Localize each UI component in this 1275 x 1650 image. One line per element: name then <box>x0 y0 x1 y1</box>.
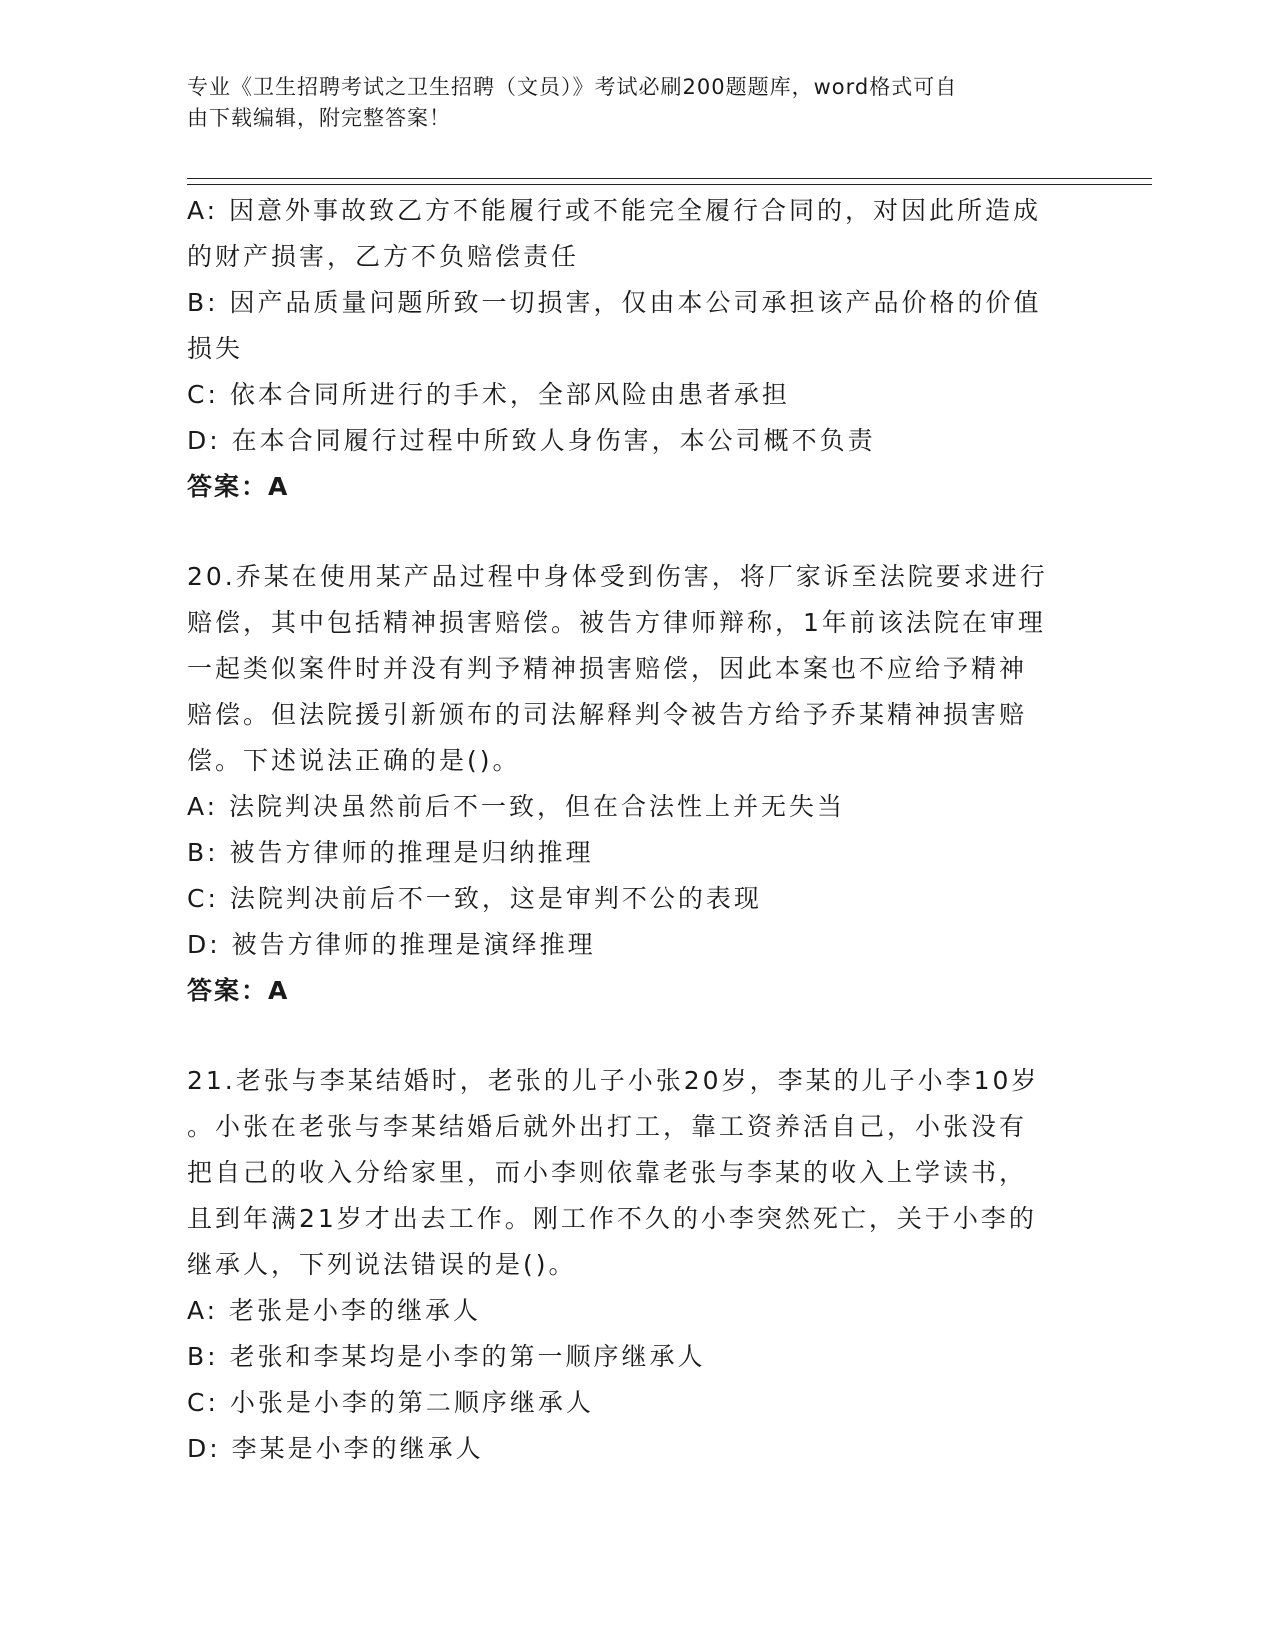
option-a: A: 法院判决虽然前后不一致，但在合法性上并无失当 <box>187 792 846 821</box>
document-body <box>187 188 1087 1472</box>
question-stem: 21.老张与李某结婚时，老张的儿子小张20岁，李某的儿子小李10岁 <box>187 1066 1040 1095</box>
document-header <box>187 72 1067 134</box>
answer: 答案：A <box>187 472 290 501</box>
option-a: A: 因意外事故致乙方不能履行或不能完全履行合同的，对因此所造成 <box>187 196 1042 225</box>
question-21 <box>187 1058 1087 1472</box>
option-b: B: 被告方律师的推理是归纳推理 <box>187 838 594 867</box>
question-stem: 。小张在老张与李某结婚后就外出打工，靠工资养活自己，小张没有 <box>187 1112 1028 1141</box>
question-stem: 继承人，下列说法错误的是()。 <box>187 1250 577 1279</box>
spacer <box>187 510 1087 554</box>
question-stem: 20.乔某在使用某产品过程中身体受到伤害，将厂家诉至法院要求进行 <box>187 562 1048 591</box>
header-divider-top <box>187 178 1152 179</box>
option-a-continued: 的财产损害，乙方不负赔偿责任 <box>187 242 580 271</box>
option-c: C: 法院判决前后不一致，这是审判不公的表现 <box>187 884 762 913</box>
option-d: D: 被告方律师的推理是演绎推理 <box>187 930 596 959</box>
header-divider-bottom <box>187 184 1152 185</box>
option-b: B: 因产品质量问题所致一切损害，仅由本公司承担该产品价格的价值 <box>187 288 1042 317</box>
option-b: B: 老张和李某均是小李的第一顺序继承人 <box>187 1342 706 1371</box>
option-a: A: 老张是小李的继承人 <box>187 1296 482 1325</box>
spacer <box>187 1014 1087 1058</box>
question-stem: 一起类似案件时并没有判予精神损害赔偿，因此本案也不应给予精神 <box>187 654 1028 683</box>
option-c: C: 小张是小李的第二顺序继承人 <box>187 1388 594 1417</box>
option-d: D: 李某是小李的继承人 <box>187 1434 484 1463</box>
question-stem: 偿。下述说法正确的是()。 <box>187 746 521 775</box>
option-d: D: 在本合同履行过程中所致人身伤害，本公司概不负责 <box>187 426 876 455</box>
question-stem: 且到年满21岁才出去工作。刚工作不久的小李突然死亡，关于小李的 <box>187 1204 1037 1233</box>
question-20 <box>187 554 1087 1014</box>
question-stem: 把自己的收入分给家里，而小李则依靠老张与李某的收入上学读书， <box>187 1158 1028 1187</box>
option-b-continued: 损失 <box>187 334 244 363</box>
option-c: C: 依本合同所进行的手术，全部风险由患者承担 <box>187 380 790 409</box>
question-stem: 赔偿。但法院援引新颁布的司法解释判令被告方给予乔某精神损害赔 <box>187 700 1028 729</box>
question-stem: 赔偿，其中包括精神损害赔偿。被告方律师辩称，1年前该法院在审理 <box>187 608 1046 637</box>
question-19 <box>187 188 1087 510</box>
answer: 答案：A <box>187 976 290 1005</box>
header-line-2: 由下载编辑，附完整答案！ <box>187 106 451 130</box>
header-line-1: 专业《卫生招聘考试之卫生招聘（文员）》考试必刷200题题库，word格式可自 <box>187 75 958 99</box>
